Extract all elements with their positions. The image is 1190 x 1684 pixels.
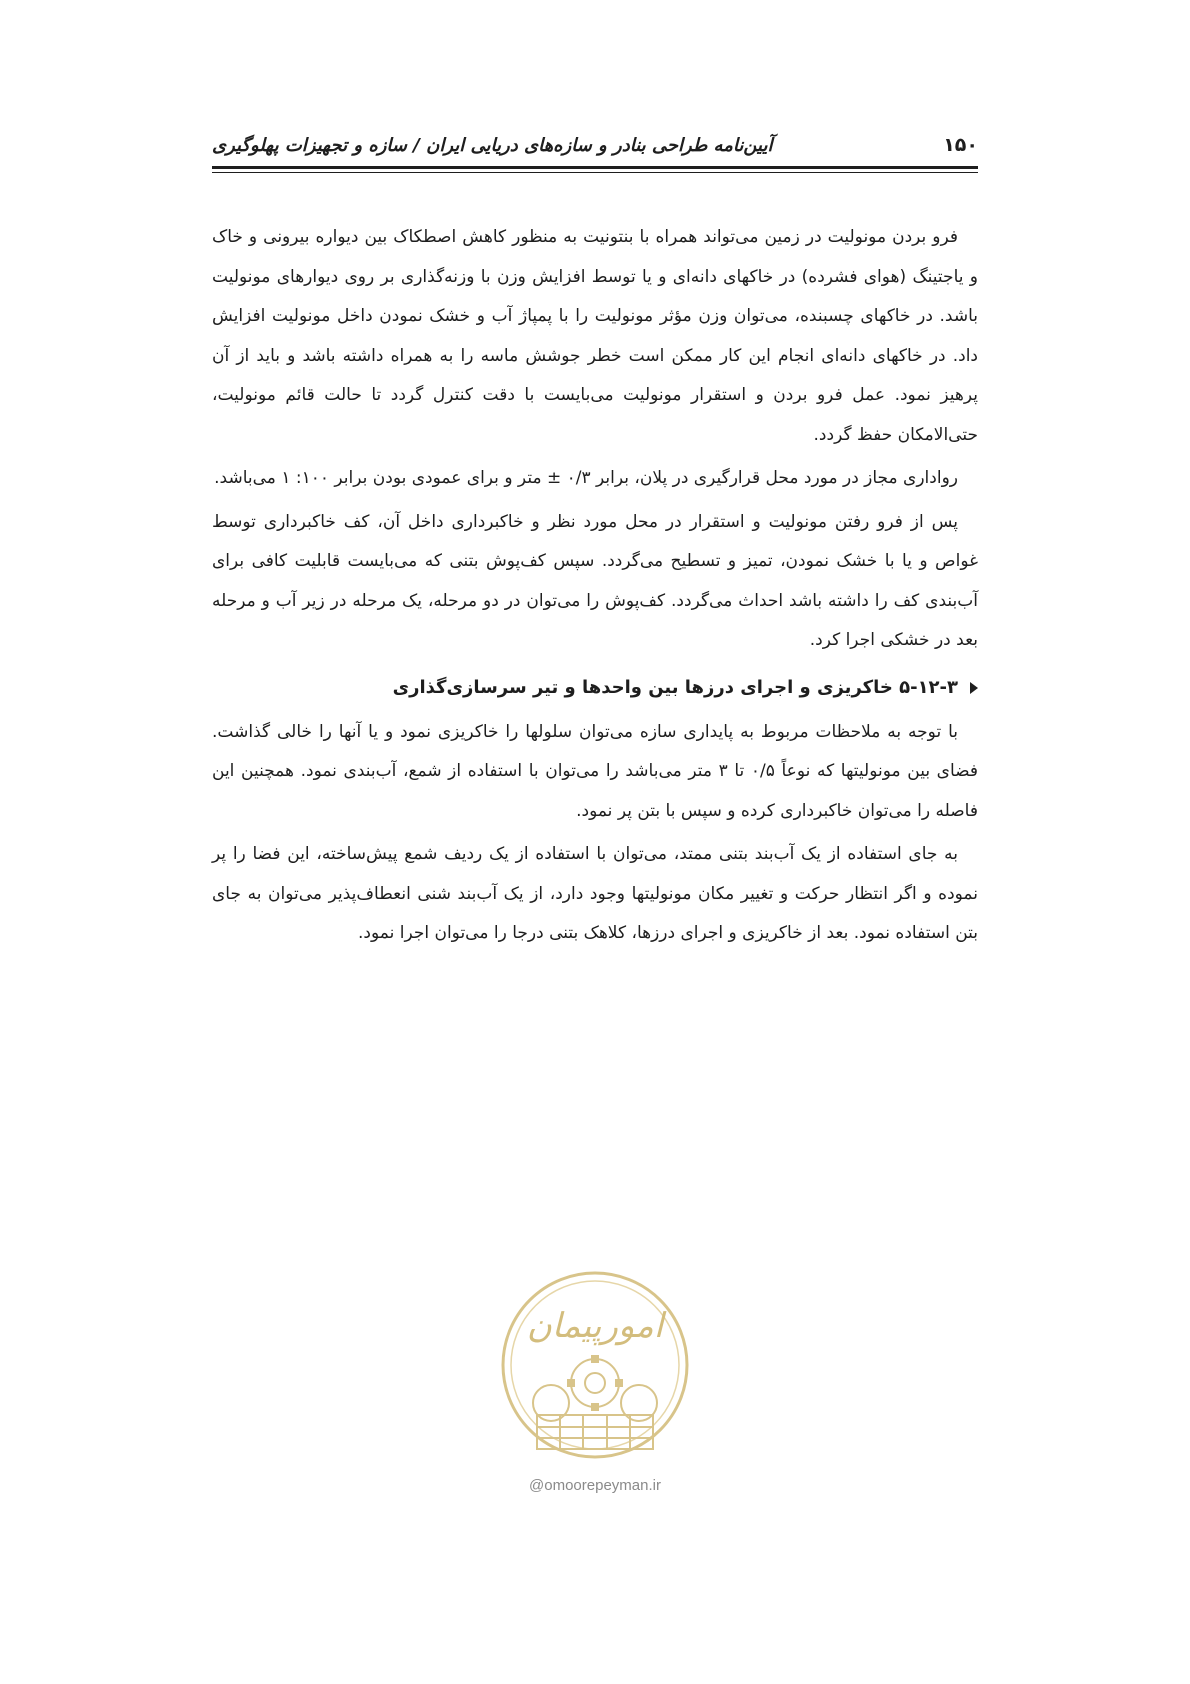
page-number: ۱۵۰ bbox=[943, 134, 978, 156]
paragraph: رواداری مجاز در مورد محل قرارگیری در پلان، برابر ۰/۳ ± متر و برای عمودی بودن برابر ۱۰۰: ۱ می‌باشد. bbox=[214, 468, 958, 488]
section-heading-text: ۵-۱۲-۳ خاکریزی و اجرای درزها بین واحدها و تیر سرسازی‌گذاری bbox=[392, 676, 958, 698]
book-title: آیین‌نامه طراحی بنادر و سازه‌های دریایی ایران / سازه و تجهیزات پهلوگیری bbox=[212, 134, 773, 156]
header-rule-thin bbox=[212, 172, 978, 173]
paragraph: پس از فرو رفتن مونولیت و استقرار در محل مورد نظر و خاکبرداری داخل آن، کف خاکبرداری توسط غواص و یا با خشک نمودن، تمیز و تسطیح می‌گردد. سپس کف‌پوش بتنی که می‌بایست قابلیت کافی برای آب‌بندی کف را داشته باشد احداث می‌گردد. کف‌پوش را می‌توان در دو مرحله، یک مرحله در زیر آب و مرحله بعد در خشکی اجرا کرد. bbox=[212, 511, 978, 650]
header-rule bbox=[212, 166, 978, 169]
watermark-logo-icon bbox=[495, 1265, 695, 1465]
body-text bbox=[212, 218, 978, 958]
section-heading bbox=[212, 669, 978, 707]
paragraph: فرو بردن مونولیت در زمین می‌تواند همراه با بنتونیت به منظور کاهش اصطکاک بین دیواره بیرونی و خاک و یاجتینگ (هوای فشرده) در خاکهای دانه‌ای و یا توسط افزایش وزن با وزنه‌گذاری بر روی دیوارهای مونولیت باشد. در خاکهای چسبنده، می‌توان وزن مؤثر مونولیت را با پمپاژ آب و خشک نمودن داخل مونولیت افزایش داد. در خاکهای دانه‌ای انجام این کار ممکن است خطر جوشش ماسه را به همراه داشته باشد و باید از آن پرهیز نمود. عمل فرو بردن و استقرار مونولیت می‌بایست با دقت کنترل گردد تا حالت قائم مونولیت، حتی‌الامکان حفظ گردد. bbox=[212, 227, 978, 445]
paragraph: به جای استفاده از یک آب‌بند بتنی ممتد، می‌توان با استفاده از یک ردیف شمع پیش‌ساخته، این فضا را پر نموده و اگر انتظار حرکت و تغییر مکان مونولیتها وجود دارد، از یک آب‌بند شنی انعطاف‌پذیر می‌توان به جای بتن استفاده نمود. بعد از خاکریزی و اجرای درزها، کلاهک بتنی درجا را می‌توان اجرا نمود. bbox=[212, 844, 978, 943]
paragraph: با توجه به ملاحظات مربوط به پایداری سازه می‌توان سلولها را خاکریزی نمود و یا آنها را خالی گذاشت. فضای بین مونولیتها که نوعاً ۰/۵ تا ۳ متر می‌باشد را می‌توان با استفاده از شمع، آب‌بندی نمود. همچنین این فاصله را می‌توان خاکبرداری کرده و سپس با بتن پر نمود. bbox=[212, 721, 979, 821]
triangle-bullet-icon bbox=[970, 682, 978, 694]
watermark-logo-text: امورپیمان bbox=[526, 1306, 664, 1346]
watermark-url: @omoorepeyman.ir bbox=[529, 1477, 661, 1494]
running-header bbox=[212, 128, 978, 162]
